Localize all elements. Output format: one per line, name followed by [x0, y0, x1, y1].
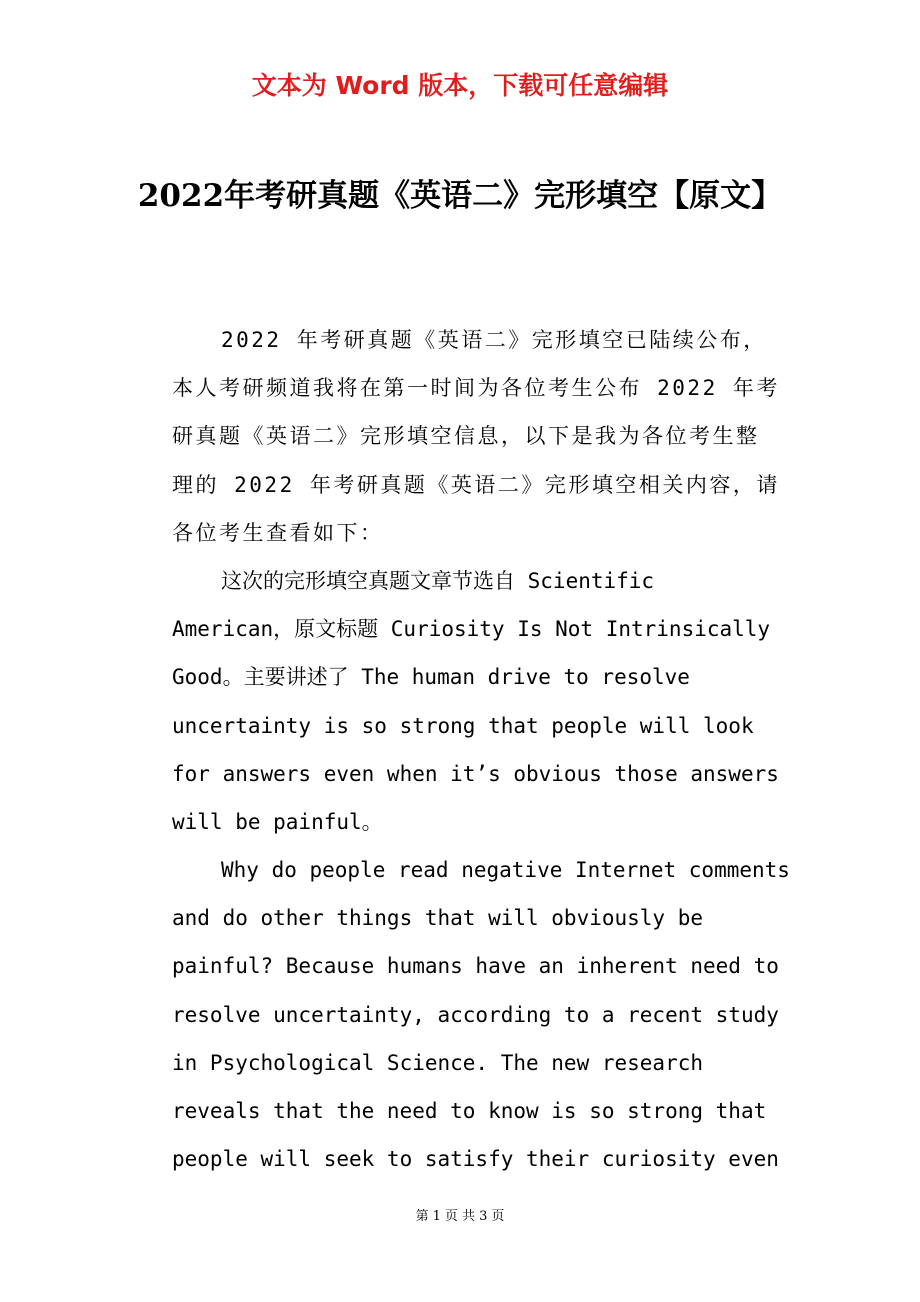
- text-line: uncertainty is so strong that people will look: [172, 713, 754, 738]
- download-banner: 文本为 Word 版本，下载可任意编辑: [251, 71, 669, 100]
- text-line: 本人考研频道我将在第一时间为各位考生公布 2022 年考: [172, 376, 780, 401]
- paragraph-summary: [172, 557, 792, 846]
- text-line: 2022 年考研真题《英语二》完形填空已陆续公布，: [221, 328, 767, 352]
- page-footer: [0, 1206, 920, 1228]
- text-line: 各位考生查看如下：: [172, 520, 384, 545]
- text-line: painful? Because humans have an inherent need to: [172, 954, 779, 979]
- footer-mid: 页 共: [444, 1209, 476, 1224]
- text-line: Good。主要讲述了 The human drive to resolve: [172, 665, 690, 690]
- text-line: American，原文标题 Curiosity Is Not Intrinsically: [172, 617, 771, 642]
- text-line: for answers even when it’s obvious those answers: [172, 761, 779, 786]
- text-line: 研真题《英语二》完形填空信息，以下是我为各位考生整: [172, 424, 760, 449]
- text-line: people will seek to satisfy their curiosity even: [172, 1147, 779, 1172]
- text-line: and do other things that will obviously be: [172, 906, 704, 931]
- footer-suffix: 页: [491, 1209, 505, 1224]
- document-title: 2022年考研真题《英语二》完形填空【原文】: [137, 178, 783, 214]
- paragraph-intro: [172, 316, 792, 557]
- paragraph-article: [172, 846, 792, 1183]
- text-line: will be painful。: [172, 809, 383, 834]
- text-line: 理的 2022 年考研真题《英语二》完形填空相关内容，请: [172, 472, 780, 497]
- footer-prefix: 第: [415, 1209, 429, 1224]
- text-line: reveals that the need to know is so strong that: [172, 1099, 767, 1123]
- page-current: 1: [432, 1209, 441, 1224]
- text-line: in Psychological Science. The new research: [172, 1050, 704, 1075]
- page-total: 3: [479, 1209, 488, 1224]
- text-line: Why do people read negative Internet comments: [221, 858, 790, 883]
- document-body: [172, 316, 792, 1183]
- text-line: resolve uncertainty, according to a recent study: [172, 1002, 779, 1027]
- text-line: 这次的完形填空真题文章节选自 Scientific: [221, 568, 655, 593]
